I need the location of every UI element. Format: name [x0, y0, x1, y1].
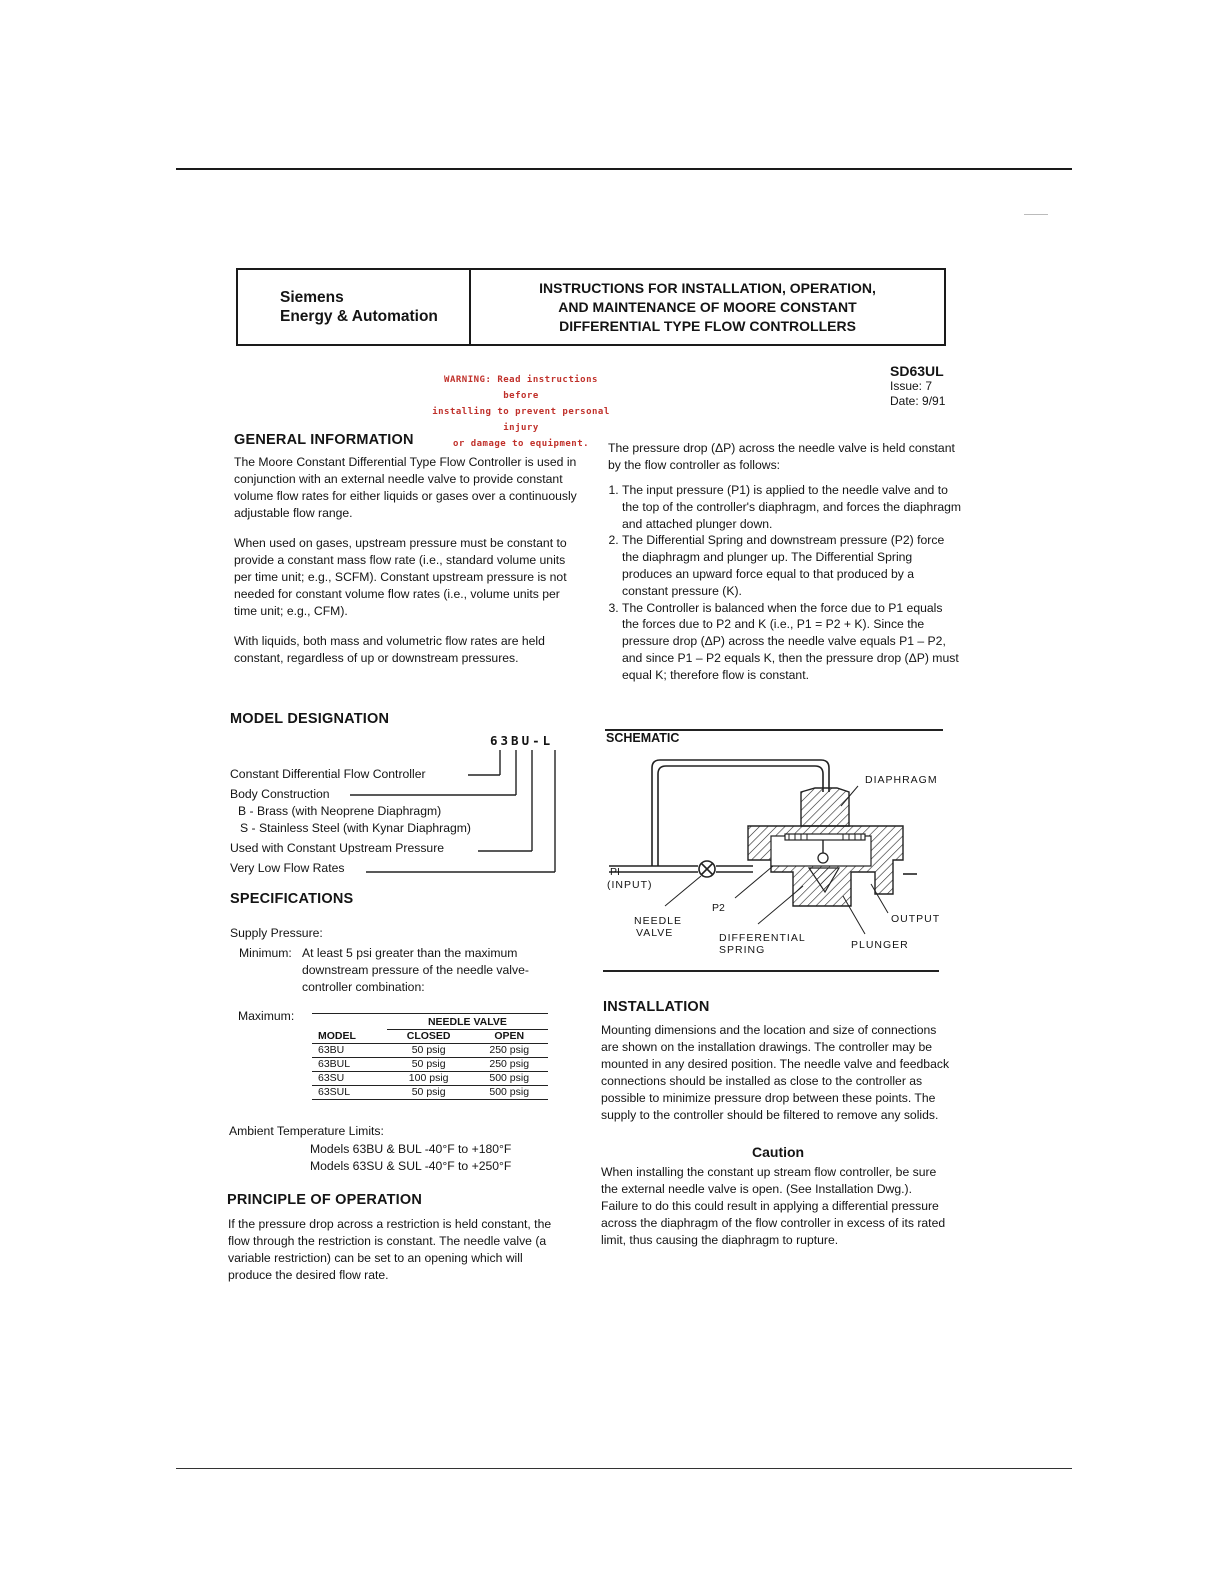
warning-line-3: or damage to equipment. — [452, 439, 590, 449]
specs-heading: SPECIFICATIONS — [230, 891, 354, 907]
table-cell-model: 63BUL — [318, 1058, 351, 1070]
table-cell-open: 250 psig — [489, 1044, 530, 1056]
label-differential: DIFFERENTIAL — [719, 932, 806, 944]
document-header — [236, 268, 946, 346]
model-line-3: B - Brass (with Neoprene Diaphragm) — [238, 804, 442, 818]
label-p1: PI — [610, 866, 620, 878]
warning-line-1: WARNING: Read instructions before — [444, 375, 598, 401]
table-cell-closed: 100 psig — [408, 1072, 449, 1084]
general-paragraph-1: The Moore Constant Differential Type Flow Controller is used in conjunction with an external needle valve to provide constant volume flow rates for either liquids or gases over a continuously adjustable flow range. — [234, 455, 577, 520]
table-cell-model: 63BU — [318, 1044, 345, 1056]
table-col-open: OPEN — [494, 1030, 525, 1042]
label-plunger: PLUNGER — [851, 939, 909, 951]
needle-valve-table — [312, 1016, 548, 1100]
document-date: Date: 9/91 — [890, 394, 946, 408]
label-diaphragm: DIAPHRAGM — [865, 774, 938, 786]
ambient-label: Ambient Temperature Limits: — [229, 1124, 384, 1138]
top-rule — [176, 168, 1072, 170]
table-row — [312, 1086, 548, 1100]
bottom-rule — [176, 1468, 1072, 1469]
principle-paragraph: If the pressure drop across a restriction is held constant, the flow through the restriction is constant. The needle valve (a variable restriction) can be set to an opening which will produce the desired flow rate. — [228, 1217, 552, 1282]
title-line-1: INSTRUCTIONS FOR INSTALLATION, OPERATION, — [539, 279, 876, 296]
document-title — [471, 270, 944, 344]
model-code: 63BU-L — [490, 733, 554, 748]
table-cell-model: 63SU — [318, 1072, 345, 1084]
label-valve: VALVE — [636, 927, 674, 939]
operation-step: 2. The Differential Spring and downstream pressure (P2) force the diaphragm and plunger up. The Differential Spring produces an upward force equal to that produced by a constant pressure (K). — [622, 532, 962, 599]
general-paragraph-3: With liquids, both mass and volumetric flow rates are held constant, regardless of up or downstream pressures. — [234, 634, 545, 665]
model-heading: MODEL DESIGNATION — [230, 711, 390, 727]
table-cell-open: 500 psig — [489, 1072, 530, 1084]
title-line-3: DIFFERENTIAL TYPE FLOW CONTROLLERS — [559, 317, 856, 334]
model-line-6: Very Low Flow Rates — [230, 861, 345, 875]
label-p2: P2 — [712, 902, 725, 914]
company-block — [238, 270, 471, 344]
label-input: (INPUT) — [607, 879, 653, 891]
table-cell-closed: 50 psig — [411, 1086, 446, 1098]
document-issue: Issue: 7 — [890, 379, 933, 393]
operation-step: 1. The input pressure (P1) is applied to the needle valve and to the top of the controller's diaphragm, and forces the diaphragm and attached plunger down. — [622, 482, 962, 532]
maximum-label: Maximum: — [238, 1009, 295, 1023]
warning-line-2: installing to prevent personal injury — [432, 407, 610, 433]
installation-heading: INSTALLATION — [603, 999, 710, 1015]
table-cell-open: 500 psig — [489, 1086, 530, 1098]
table-group-header: NEEDLE VALVE — [387, 1016, 548, 1030]
model-line-4: S - Stainless Steel (with Kynar Diaphragm) — [240, 821, 471, 835]
document-id-block — [890, 364, 945, 409]
table-spacer — [312, 1016, 387, 1030]
principle-heading: PRINCIPLE OF OPERATION — [227, 1192, 423, 1208]
operation-step: 3. The Controller is balanced when the force due to P1 equals the forces due to P2 and K (i.e., P1 = P2 + K). Since the pressure drop (ΔP) across the needle valve equals P1 – P2, and since P1 – P2 equals K, then the pressure drop (ΔP) must equal K; therefore flow is constant. — [622, 600, 962, 684]
table-row — [312, 1044, 548, 1058]
caution-heading: Caution — [752, 1144, 805, 1160]
document-code: SD63UL — [890, 363, 944, 379]
label-spring: SPRING — [719, 944, 766, 956]
general-paragraph-2: When used on gases, upstream pressure must be constant to provide a constant mass flow rate (i.e., standard volume units per time unit; e.g., SCFM). Constant upstream pressure is not needed for constant volume flow rates (i.e., volume units per time unit; e.g., CFM). — [234, 536, 567, 618]
table-row — [312, 1058, 548, 1072]
label-output: OUTPUT — [891, 913, 941, 925]
table-row — [312, 1072, 548, 1086]
operation-intro: The pressure drop (ΔP) across the needle valve is held constant by the flow controller as follows: — [608, 441, 955, 472]
right-column — [600, 440, 960, 684]
supply-pressure-label: Supply Pressure: — [230, 926, 323, 940]
model-line-1: Constant Differential Flow Controller — [230, 767, 426, 781]
schematic — [603, 728, 943, 974]
table-cell-closed: 50 psig — [411, 1058, 446, 1070]
left-column — [228, 432, 584, 667]
table-col-closed: CLOSED — [406, 1030, 451, 1042]
company-name: Siemens — [280, 289, 344, 306]
label-needle: NEEDLE — [634, 915, 683, 927]
table-cell-open: 250 psig — [489, 1058, 530, 1070]
ambient-line-2: Models 63SU & SUL -40°F to +250°F — [310, 1159, 512, 1173]
schematic-bottom-rule — [603, 970, 939, 972]
table-cell-model: 63SUL — [318, 1086, 351, 1098]
minimum-label: Minimum: — [239, 946, 292, 960]
title-line-2: AND MAINTENANCE OF MOORE CONSTANT — [558, 298, 857, 315]
ambient-line-1: Models 63BU & BUL -40°F to +180°F — [310, 1142, 512, 1156]
model-line-2: Body Construction — [230, 787, 330, 801]
model-line-5: Used with Constant Upstream Pressure — [230, 841, 445, 855]
table-cell-closed: 50 psig — [411, 1044, 446, 1056]
general-heading: GENERAL INFORMATION — [234, 432, 414, 448]
caution-paragraph: When installing the constant up stream flow controller, be sure the external needle valve is open. (See Installation Dwg.). Failure to do this could result in applying a differential pressure across the diaphragm of the flow controller in excess of its rated limit, thus causing the diaphragm to rupture. — [601, 1165, 946, 1247]
schematic-heading: SCHEMATIC — [606, 731, 680, 745]
scan-mark — [1024, 214, 1048, 215]
company-division: Energy & Automation — [280, 308, 438, 325]
minimum-text: At least 5 psi greater than the maximum downstream pressure of the needle valve-controller combination: — [302, 946, 529, 994]
installation-paragraph: Mounting dimensions and the location and size of connections are shown on the installation drawings. The controller may be mounted in any desired position. The needle valve and feedback connections should be installed as close to the controller as possible to minimize pressure drop between these points. The supply to the controller should be filtered to remove any solids. — [601, 1023, 950, 1122]
table-col-model: MODEL — [318, 1029, 356, 1042]
operation-steps — [600, 482, 962, 684]
table-top-rule — [312, 1013, 548, 1014]
